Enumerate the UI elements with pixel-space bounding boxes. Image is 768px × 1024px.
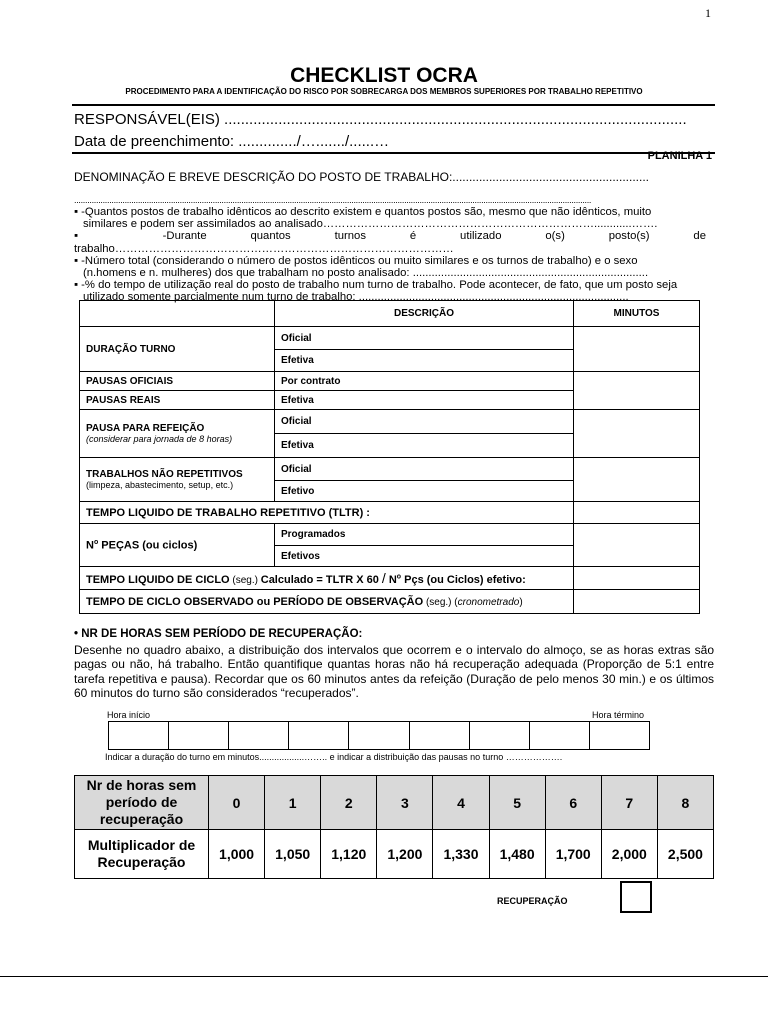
tempo-ciclo-d: N xyxy=(385,574,397,586)
hours-cell: 4 xyxy=(433,776,489,830)
hours-cell: 1 xyxy=(265,776,321,830)
question-item-cont: similares e podem ser assimilados ao analisado………………………………………………………………............……. xyxy=(83,218,658,231)
tempo-ciclo-a: TEMPO LIQUIDO DE CICLO xyxy=(86,574,230,586)
tempo-ciclo-c: Calculado = TLTR X 60 xyxy=(260,574,382,586)
label-efetiva: Efetiva xyxy=(275,391,574,410)
question-item: ▪ -% do tempo de utilização real do posto de trabalho num turno de trabalho. Pode acontecer, de fato, que um posto seja xyxy=(74,279,678,292)
hours-cell: 2 xyxy=(321,776,377,830)
hours-cell: 8 xyxy=(657,776,713,830)
tempo-obs-b: (seg.) ( xyxy=(423,596,458,608)
timeline-slot[interactable] xyxy=(409,722,469,750)
multiplier-cell: 1,120 xyxy=(321,830,377,879)
hours-cell: 3 xyxy=(377,776,433,830)
minutos-duracao-turno[interactable] xyxy=(574,327,700,372)
page-number: 1 xyxy=(705,6,711,20)
question-item: ▪ -Número total (considerando o número de postos idênticos ou muito similares e os turnos de trabalho) e o sexo xyxy=(74,254,638,267)
title-divider xyxy=(72,104,715,106)
minutos-pausas[interactable] xyxy=(574,372,700,410)
multiplicador-label: Multiplicador de Recuperação xyxy=(75,830,209,879)
question-item-cont: utilizado somente parcialmente num turno de trabalho: ...................................................................................... xyxy=(83,291,629,304)
multiplier-cell: 2,500 xyxy=(657,830,713,879)
pausa-refeicao-note: (considerar para jornada de 8 horas) xyxy=(86,434,233,444)
work-time-table xyxy=(79,300,700,614)
question-item-cont: (n.homens e n. mulheres) dos que trabalham no posto analisado: ........................................................................... xyxy=(83,267,649,280)
timeline-slot[interactable] xyxy=(289,722,349,750)
valor-tempo-observado[interactable] xyxy=(574,590,700,614)
hours-cell: 5 xyxy=(489,776,545,830)
page-title: CHECKLIST OCRA xyxy=(290,64,478,87)
timeline-slot[interactable] xyxy=(349,722,409,750)
label-efetivos: Efetivos xyxy=(275,546,574,567)
tempo-obs-a: TEMPO DE CICLO OBSERVADO ou PERÍODO DE OBSERVAÇÃO xyxy=(86,595,424,608)
nr-horas-paragraph: Desenhe no quadro abaixo, a distribuição dos intervalos que ocorrem e o intervalo do almoço, se as horas extras são pagas ou não, há trabalho. Então quantifique quantas horas não há recuperação adequada (Proporção de 5:1 entre tarefa repetitiva e pausa). Recordar que os 60 minutos antes da refeição (Duração de pelo menos 30 min.) e os últimos 60 minutos do turno são considerados “recuperados”. xyxy=(74,643,714,700)
trabalhos-label: TRABALHOS NÃO REPETITIVOS xyxy=(86,469,243,480)
multiplier-cell: 2,000 xyxy=(601,830,657,879)
nr-horas-heading: • NR DE HORAS SEM PERÍODO DE RECUPERAÇÃO: xyxy=(74,628,363,640)
valor-tempo-ciclo[interactable] xyxy=(574,567,700,590)
label-efetiva: Efetiva xyxy=(275,350,574,372)
minutos-tltr[interactable] xyxy=(574,502,700,524)
minutos-refeicao[interactable] xyxy=(574,410,700,458)
recuperacao-label: RECUPERAÇÃO xyxy=(497,896,568,906)
multiplier-cell: 1,330 xyxy=(433,830,489,879)
timeline-slot[interactable] xyxy=(229,722,289,750)
page-bottom-divider xyxy=(0,976,768,977)
trabalhos-note: (limpeza, abastecimento, setup, etc.) xyxy=(86,480,234,490)
tempo-obs-c: cronometrado xyxy=(457,596,520,608)
row-trabalhos-nao-repetitivos xyxy=(80,458,275,502)
hora-inicio-label: Hora início xyxy=(107,710,151,720)
tempo-obs-d: ) xyxy=(519,596,523,608)
pausa-refeicao-label: PAUSA PARA REFEIÇÃO xyxy=(86,423,205,434)
row-tltr: TEMPO LIQUIDO DE TRABALHO REPETITIVO (TLTR) : xyxy=(80,502,574,524)
row-duracao-turno: DURAÇÃO TURNO xyxy=(80,327,275,372)
label-efetivo: Efetivo xyxy=(275,481,574,502)
row-tempo-liquido-ciclo xyxy=(80,567,574,590)
page-subtitle: PROCEDIMENTO PARA A IDENTIFICAÇÃO DO RISCO POR SOBRECARGA DOS MEMBROS SUPERIORES POR TRABALHO REPETITIVO xyxy=(125,87,643,96)
header-descricao: DESCRIÇÃO xyxy=(275,301,574,327)
indicar-instructions: Indicar a duração do turno em minutos..................…….. e indicar a distribuição das pausas no turno ………………. xyxy=(105,752,563,762)
multiplier-cell: 1,200 xyxy=(377,830,433,879)
question-item: ▪ -Quantos postos de trabalho idênticos ao descrito existem e quantos postos são, mesmo que não idênticos, muito xyxy=(74,206,652,218)
timeline-slot[interactable] xyxy=(469,722,529,750)
row-pausas-reais: PAUSAS REAIS xyxy=(80,391,275,410)
label-oficial: Oficial xyxy=(275,458,574,481)
n-pecas-sup: o xyxy=(93,538,99,546)
hora-termino-label: Hora término xyxy=(592,710,645,720)
multiplier-cell: 1,480 xyxy=(489,830,545,879)
nr-horas-label: Nr de horas sem período de recuperação xyxy=(75,776,209,830)
tempo-ciclo-sup: o xyxy=(396,573,402,581)
row-tempo-ciclo-observado xyxy=(80,590,574,614)
timeline-slot[interactable] xyxy=(589,722,649,750)
recovery-multiplier-table xyxy=(74,775,714,879)
tempo-ciclo-slash: / xyxy=(381,570,386,586)
shift-timeline xyxy=(108,721,650,750)
row-pausas-oficiais: PAUSAS OFICIAIS xyxy=(80,372,275,391)
tempo-ciclo-e: Pçs (ou Ciclos) efetivo: xyxy=(401,574,526,586)
timeline-slot[interactable] xyxy=(529,722,589,750)
label-oficial: Oficial xyxy=(275,327,574,350)
question-list xyxy=(74,206,706,304)
recuperacao-input-box[interactable] xyxy=(620,881,652,913)
minutos-trabalhos[interactable] xyxy=(574,458,700,502)
multiplier-cell: 1,050 xyxy=(265,830,321,879)
multiplier-cell: 1,000 xyxy=(209,830,265,879)
header-divider xyxy=(72,152,715,154)
planilha-label: PLANILHA 1 xyxy=(647,150,712,162)
minutos-pecas[interactable] xyxy=(574,524,700,567)
n-pecas-suffix: PEÇAS (ou ciclos) xyxy=(98,539,198,552)
header-minutos: MINUTOS xyxy=(574,301,700,327)
responsaveis-field[interactable]: RESPONSÁVEL(EIS) ............................................................................................................... xyxy=(74,111,687,128)
hours-cell: 6 xyxy=(545,776,601,830)
label-programados: Programados xyxy=(275,524,574,546)
multiplier-cell: 1,700 xyxy=(545,830,601,879)
label-por-contrato: Por contrato xyxy=(275,372,574,391)
hours-cell: 7 xyxy=(601,776,657,830)
timeline-slot[interactable] xyxy=(169,722,229,750)
tempo-ciclo-b: (seg.) xyxy=(229,575,261,586)
row-pausa-refeicao xyxy=(80,410,275,458)
n-pecas-prefix: N xyxy=(86,539,94,552)
row-n-pecas xyxy=(80,524,275,567)
denominacao-field[interactable]: DENOMINAÇÃO E BREVE DESCRIÇÃO DO POSTO DE TRABALHO:........................................................... xyxy=(74,170,650,184)
label-oficial: Oficial xyxy=(275,410,574,434)
timeline-slot[interactable] xyxy=(109,722,169,750)
question-item: ▪ -Durante quantos turnos é utilizado o(s) posto(s) de trabalho……………………………………………………………………………… xyxy=(74,230,706,255)
denominacao-dots[interactable]: ........................................................................................................................................................................................................................................... xyxy=(74,195,592,205)
data-preenchimento-field[interactable]: Data de preenchimento: ............../…......./......… xyxy=(74,133,390,150)
label-efetiva: Efetiva xyxy=(275,434,574,458)
hours-cell: 0 xyxy=(209,776,265,830)
